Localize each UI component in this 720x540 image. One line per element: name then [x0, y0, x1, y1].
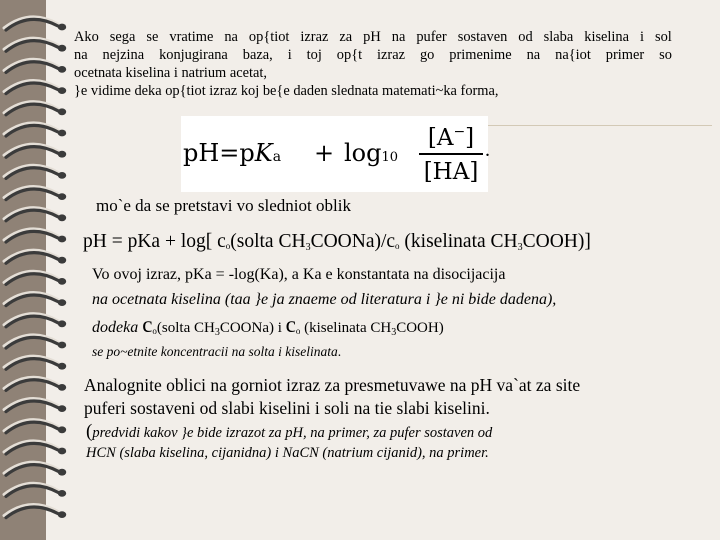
main-formula-sub-o-2: o — [395, 241, 400, 251]
word: sostaven — [457, 29, 508, 45]
explanation-dodeka: dodeka — [92, 319, 143, 336]
explanation-o-1: o — [152, 326, 157, 336]
example-paren: ( — [86, 421, 93, 442]
formula-period: . — [485, 139, 490, 161]
explanation-o-2: o — [295, 326, 301, 336]
formula-fraction-bar — [419, 153, 483, 155]
word: baza, — [242, 47, 273, 63]
formula-left — [183, 138, 281, 172]
formula-ph: pH — [183, 139, 220, 167]
formula-numerator — [419, 118, 483, 152]
word: go — [419, 47, 435, 63]
spiral-ring — [4, 292, 66, 306]
spiral-ring — [4, 271, 66, 285]
example-line-1-text: predvidi kakov }e bide izrazot za pH, na primer, za pufer sostaven od — [92, 425, 493, 441]
spiral-ring — [4, 38, 66, 52]
main-formula-part-1: pH = pKa + log[ c — [83, 231, 226, 252]
formula-plus: + — [314, 139, 335, 167]
main-formula-part-3: COONa)/c — [310, 231, 396, 252]
word: vratime — [169, 29, 214, 45]
formula-a: a — [272, 149, 282, 165]
explanation-3-1: 3 — [214, 327, 220, 338]
spiral-ring — [4, 420, 66, 434]
main-formula-part-2: (solta CH — [230, 231, 306, 252]
intro-line-3: ocetnata kiselina i natrium acetat, — [74, 65, 267, 81]
intro-paragraph — [74, 28, 672, 100]
explanation-kiselinata: (kiselinata CH — [300, 320, 392, 336]
main-formula-part-4: (kiselinata CH — [399, 231, 518, 252]
spiral-ring — [4, 229, 66, 243]
word: sol — [655, 29, 672, 45]
divider-line — [488, 125, 712, 126]
explanation-3-2: 3 — [391, 327, 397, 338]
intro-line-1 — [74, 28, 672, 46]
main-formula-sub-o-1: o — [225, 241, 231, 251]
word: izraz — [300, 29, 329, 45]
word: za — [339, 29, 353, 45]
word: na — [391, 29, 406, 45]
analog-line-2: puferi sostaveni od slabi kiselini i soli na tie slabi kiselini. — [84, 398, 490, 418]
word: primenime — [449, 47, 512, 63]
example-line-2: HCN (slaba kiselina, cijanidna) i NaCN (natrium cijanid), na primer. — [86, 445, 489, 461]
spiral-ring — [4, 102, 66, 116]
spiral-ring — [4, 377, 66, 391]
formula-log-base: 10 — [381, 150, 399, 165]
explanation-line-4-text: se po~etnite koncentracii na solta i kiselinata — [92, 344, 338, 359]
word: na — [74, 47, 88, 63]
spiral-ring — [4, 462, 66, 476]
formula-box — [181, 116, 488, 192]
formula-minus: − — [453, 124, 466, 140]
explanation-c-2: c — [285, 312, 296, 337]
spiral-ring — [4, 123, 66, 137]
word: pH — [363, 29, 381, 45]
main-formula-sub-3-2: 3 — [517, 242, 523, 253]
formula-numerator-close: ] — [465, 125, 475, 151]
main-formula-part-5: COOH)] — [522, 231, 591, 252]
spiral-ring — [4, 80, 66, 94]
formula-numerator-text: [A — [427, 125, 454, 151]
word: na — [224, 29, 238, 45]
spiral-ring — [4, 441, 66, 455]
word: toj — [306, 47, 322, 63]
word: na — [526, 47, 541, 63]
word: op{tiot — [248, 29, 290, 45]
word: i — [287, 47, 292, 63]
word: sega — [109, 29, 136, 45]
explanation-cooh: COOH) — [396, 320, 444, 336]
formula-p: p — [239, 139, 255, 167]
spiral-ring — [4, 208, 66, 222]
spiral-ring — [4, 186, 66, 200]
explanation-line-3 — [92, 314, 444, 344]
analog-line-1: Analognite oblici na gorniot izraz za presmetuvawe na pH va`at za site — [84, 375, 581, 395]
word: pufer — [416, 29, 447, 45]
word: i — [640, 29, 645, 45]
formula-log-text: log — [344, 139, 382, 167]
explanation-coona: COONa) i — [219, 320, 286, 336]
word: na{iot — [555, 47, 591, 63]
word: nejzina — [102, 47, 145, 63]
word: primer — [605, 47, 645, 63]
spiral-ring — [4, 356, 66, 370]
word: slaba — [543, 29, 574, 45]
explanation-c-1: c — [142, 312, 153, 337]
spiral-ring — [4, 17, 66, 31]
explanation-line-4 — [92, 343, 341, 360]
intro-line-2 — [74, 46, 672, 64]
main-formula — [83, 229, 591, 261]
word: izraz — [377, 47, 405, 63]
formula-denominator: [HA] — [423, 159, 479, 185]
formula-k: K — [254, 139, 273, 167]
word: konjugirana — [159, 47, 228, 63]
explanation-line-2: na ocetnata kiselina (taa }e ja znaeme od literatura i }e ni bide dadena), — [92, 291, 557, 308]
word: so — [659, 47, 672, 63]
formula-log — [344, 138, 398, 173]
word: se — [146, 29, 159, 45]
spiral-ring — [4, 335, 66, 349]
spiral-ring — [4, 144, 66, 158]
word: op{t — [336, 47, 363, 63]
spiral-binding-icon — [0, 0, 80, 540]
explanation-solta: (solta CH — [156, 320, 215, 336]
word: Ako — [74, 29, 99, 45]
word: od — [518, 29, 533, 45]
formula-equals: = — [219, 139, 240, 167]
explanation-line-4-period: . — [337, 344, 342, 359]
spiral-ring — [4, 59, 66, 73]
spiral-ring — [4, 398, 66, 412]
spiral-ring — [4, 483, 66, 497]
intro-text: mo`e da se pretstavi vo sledniot oblik — [96, 196, 351, 215]
example-line-1 — [86, 422, 492, 443]
word: kiselina — [584, 29, 630, 45]
spiral-ring — [4, 250, 66, 264]
intro-line-4: }e vidime deka op{tiot izraz koj be{e daden slednata matemati~ka forma, — [74, 83, 499, 99]
main-formula-sub-3-1: 3 — [305, 242, 311, 253]
explanation-line-1: Vo ovoj izraz, pKa = -log(Ka), a Ka e konstantata na disocijacija — [92, 266, 506, 283]
spiral-ring — [4, 314, 66, 328]
spiral-ring — [4, 165, 66, 179]
spiral-ring — [4, 504, 66, 518]
